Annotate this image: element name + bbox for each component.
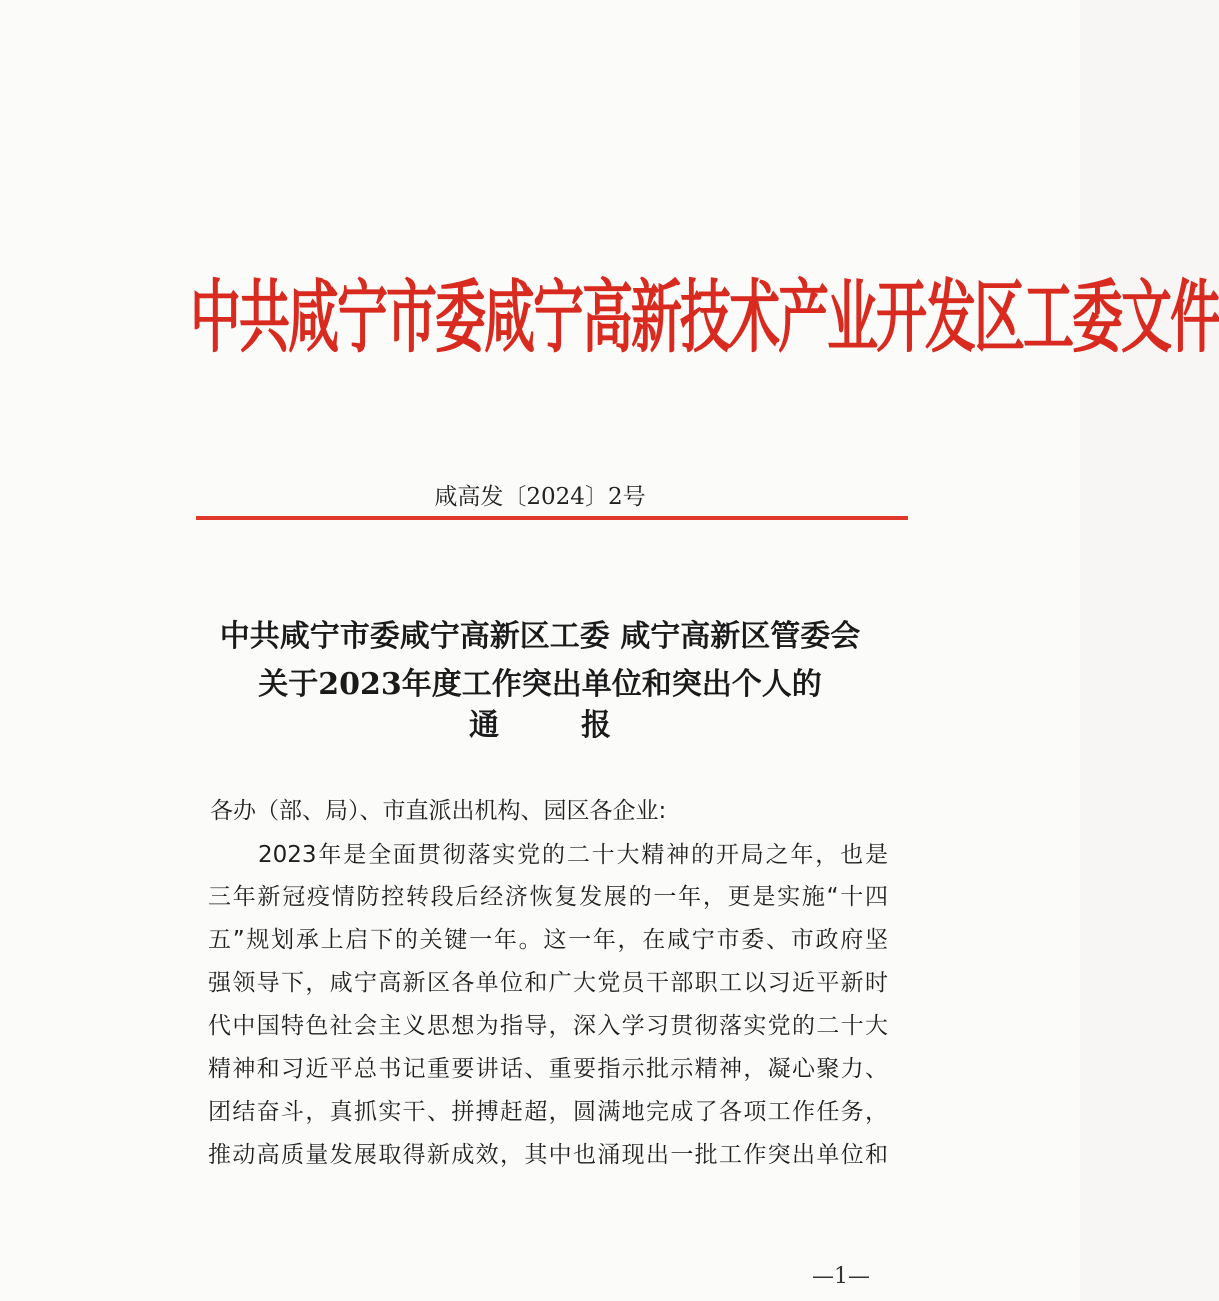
document-number: 咸高发〔2024〕2号 (434, 484, 646, 510)
body-line: 团结奋斗，真抓实干、拼搏赶超，圆满地完成了各项工作任务， (208, 1099, 888, 1125)
document-masthead: 中共咸宁市委咸宁高新技术产业开发区工委文件 (190, 271, 1219, 365)
body-line: 强领导下，咸宁高新区各单位和广大党员干部职工以习近平新时 (208, 970, 888, 996)
salutation: 各办（部、局）、市直派出机构、园区各企业: (210, 798, 667, 824)
title-line-2: 关于2023年度工作突出单位和突出个人的 (258, 667, 822, 702)
body-line: 三年新冠疫情防控转段后经济恢复发展的一年，更是实施“十四 (208, 884, 888, 910)
body-line: 五”规划承上启下的关键一年。这一年，在咸宁市委、市政府坚 (208, 927, 888, 953)
title-line-3 (0, 700, 1080, 744)
body-line: 代中国特色社会主义思想为指导，深入学习贯彻落实党的二十大 (208, 1013, 888, 1039)
title-word-2: 报 (581, 708, 611, 743)
red-separator-line (196, 516, 908, 520)
body-line: 精神和习近平总书记重要讲话、重要指示批示精神，凝心聚力、 (208, 1056, 888, 1082)
title-line-1: 中共咸宁市委咸宁高新区工委 咸宁高新区管委会 (219, 619, 861, 654)
page-number: —1— (812, 1264, 870, 1289)
title-word-1: 通 (469, 708, 499, 743)
body-line: 2023年是全面贯彻落实党的二十大精神的开局之年，也是 (258, 842, 888, 868)
body-line: 推动高质量发展取得新成效，其中也涌现出一批工作突出单位和 (208, 1142, 888, 1168)
